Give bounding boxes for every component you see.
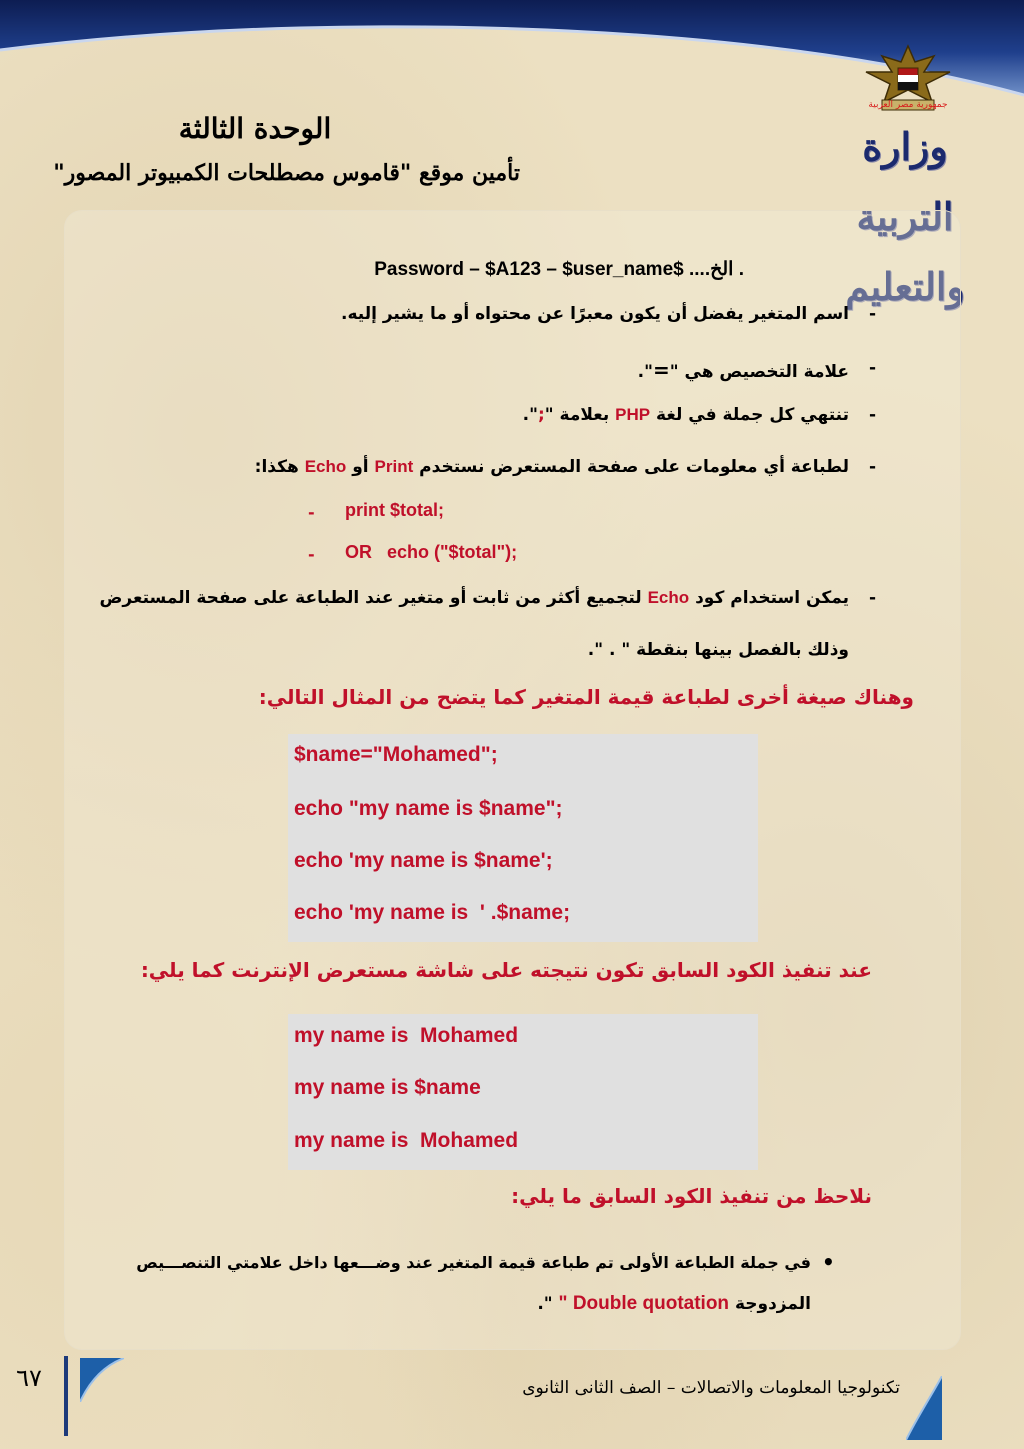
- bullet-echo-concat-line2: وذلك بالفصل بينها بنقطة " . ".: [587, 640, 849, 660]
- alt-format-heading: وهناك صيغة أخرى لطباعة قيمة المتغير كما يتضح من المثال التالي:: [258, 685, 914, 709]
- page-number: ٦٧: [16, 1364, 42, 1392]
- print-text: لطباعة أي معلومات على صفحة المستعرض نستخدم: [413, 457, 849, 477]
- sub-item-dash: -: [308, 545, 315, 564]
- print-text-end: هكذا:: [254, 457, 305, 477]
- assignment-sign: =: [652, 358, 670, 382]
- bullet-assignment-sign: [638, 358, 849, 382]
- footer-text: تكنولوجيا المعلومات والاتصالات – الصف الثانى الثانوى: [522, 1378, 900, 1398]
- corner-ornament-icon: [80, 1358, 124, 1402]
- output-line: my name is $name: [294, 1076, 481, 1099]
- bullet-dash: -: [868, 358, 876, 378]
- note-double-quotes-line2: [537, 1293, 811, 1315]
- print-example: print $total;: [345, 500, 444, 520]
- lesson-title: تأمين موقع "قاموس مصطلحات الكمبيوتر المصور": [53, 160, 520, 186]
- statement-end-text: تنتهي كل جملة في لغة: [650, 405, 849, 425]
- assignment-text: علامة التخصيص هي ": [669, 362, 849, 382]
- ministry-logo: وزارة التربية والتعليم: [845, 124, 965, 309]
- code-example-box: [288, 734, 758, 942]
- print-keyword: Print: [374, 457, 414, 476]
- echo-example: [345, 542, 517, 563]
- bullet-statement-end: [523, 405, 849, 425]
- bullet-print-commands: [255, 457, 849, 477]
- note-text: المزدوجة: [729, 1294, 811, 1314]
- bullet-dash: -: [868, 457, 876, 477]
- bullet-variable-naming: اسم المتغير يفضل أن يكون معبرًا عن محتواه أو ما يشير إليه.: [341, 304, 849, 324]
- statement-end-text-mid: بعلامة ": [544, 405, 616, 425]
- code-line: $name="Mohamed";: [294, 743, 498, 766]
- or-label: OR: [345, 542, 372, 562]
- output-line: my name is Mohamed: [294, 1129, 519, 1152]
- note-text-end: ".: [537, 1294, 559, 1314]
- bullet-dash: -: [868, 588, 876, 608]
- code-line: echo "my name is $name";: [294, 797, 563, 820]
- echo-concat-text: يمكن استخدام كود: [689, 588, 849, 608]
- bullet-dot-icon: •: [822, 1250, 835, 1274]
- variable-examples: . الخ.... $Password – $A123 – $user_name: [374, 259, 744, 280]
- result-heading: عند تنفيذ الكود السابق تكون نتيجته على شاشة مستعرض الإنترنت كما يلي:: [140, 958, 872, 982]
- double-quotation-term: " Double quotation: [558, 1293, 730, 1314]
- echo-keyword: Echo: [647, 588, 690, 607]
- semicolon-symbol: ;: [537, 405, 545, 425]
- output-line: my name is Mohamed: [294, 1024, 519, 1047]
- sub-item-dash: -: [308, 503, 315, 522]
- assignment-text-end: ".: [637, 362, 653, 382]
- emblem-caption: جمهورية مصر العربية: [868, 100, 948, 110]
- corner-ornament-icon: [906, 1376, 942, 1440]
- bullet-echo-concat: [100, 588, 849, 608]
- print-text-mid: أو: [346, 457, 375, 477]
- bullet-dash: -: [868, 304, 876, 324]
- echo-concat-text-end: لتجميع أكثر من ثابت أو متغير عند الطباعة على صفحة المستعرض: [99, 588, 648, 608]
- note-double-quotes: في جملة الطباعة الأولى تم طباعة قيمة المتغير عند وضـــعها داخل علامتي التنصـــيص: [136, 1253, 811, 1272]
- unit-title: الوحدة الثالثة: [178, 112, 332, 145]
- notes-heading: نلاحظ من تنفيذ الكود السابق ما يلي:: [511, 1184, 872, 1208]
- output-example-box: [288, 1014, 758, 1170]
- echo-keyword: Echo: [304, 457, 347, 476]
- footer-divider: [64, 1356, 68, 1436]
- code-line: echo 'my name is ' .$name;: [294, 901, 571, 924]
- bullet-dash: -: [868, 405, 876, 425]
- code-line: echo 'my name is $name';: [294, 849, 553, 872]
- php-keyword: PHP: [615, 405, 651, 424]
- echo-example-code: echo ("$total");: [387, 542, 518, 562]
- statement-end-text-end: ".: [522, 405, 538, 425]
